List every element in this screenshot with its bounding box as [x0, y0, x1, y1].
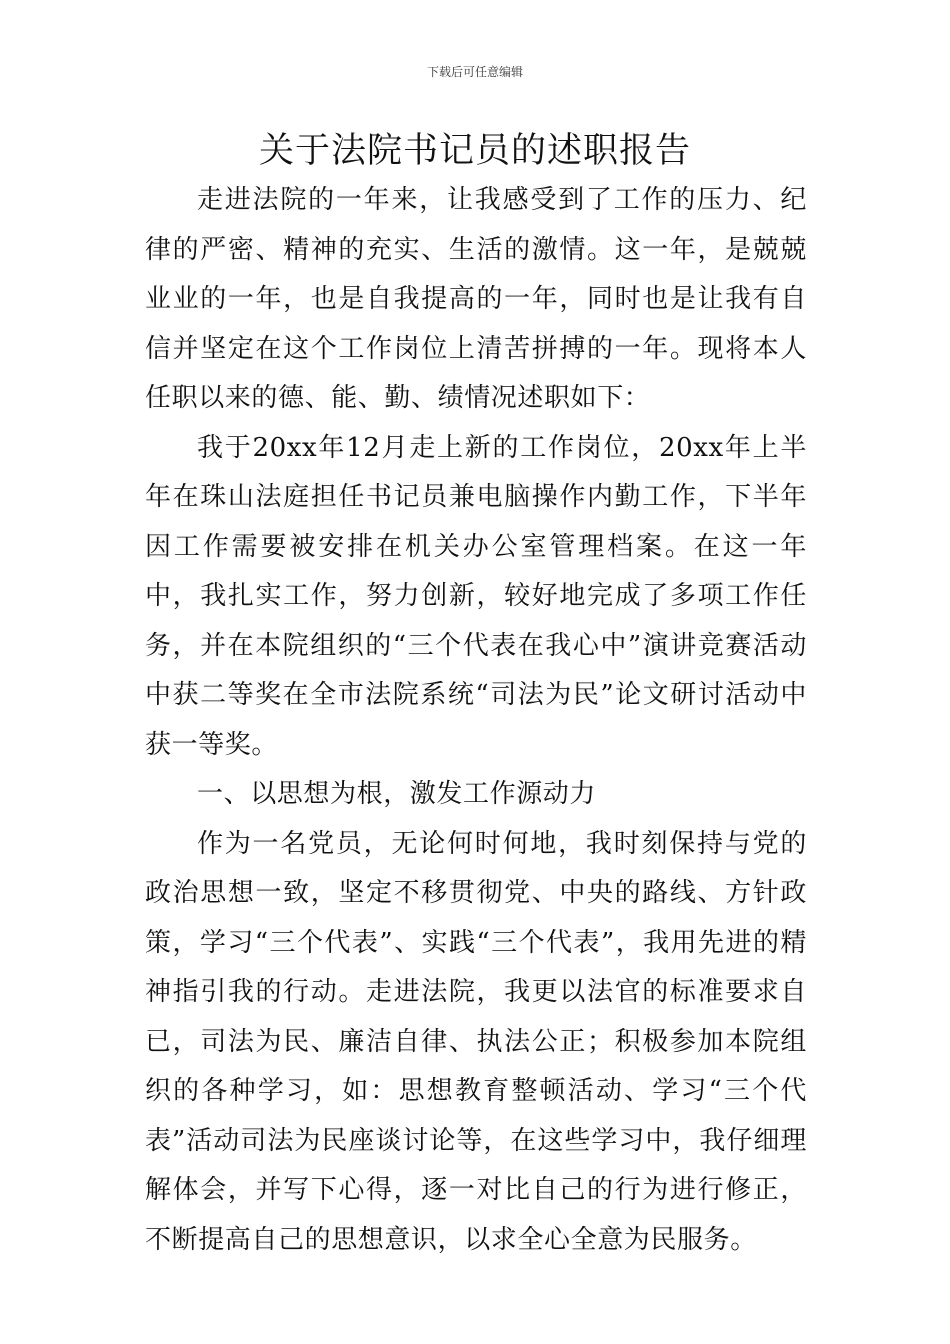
- section-heading-ideology: 一、以思想为根，激发工作源动力: [197, 779, 597, 809]
- document-title: 关于法院书记员的述职报告: [258, 131, 691, 171]
- paragraph-work-history: 我于20xx年12月走上新的工作岗位，20xx年上半年在珠山法庭担任书记员兼电脑操作内勤工作，下半年因工作需要被安排在机关办公室管理档案。在这一年中，我扎实工作，努力创新，较好地完成了多项工作任务，并在本院组织的“三个代表在我心中”演讲竞赛活动中获二等奖在全市法院系统“司法为民”论文研讨活动中获一等奖。: [145, 432, 807, 760]
- paragraph-ideology: 作为一名党员，无论何时何地，我时刻保持与党的政治思想一致，坚定不移贯彻党、中央的路线、方针政策，学习“三个代表”、实践“三个代表”，我用先进的精神指引我的行动。走进法院，我更以法官的标准要求自已，司法为民、廉洁自律、执法公正；积极参加本院组织的各种学习，如：思想教育整顿活动、学习“三个代表”活动司法为民座谈讨论等，在这些学习中，我仔细理解体会，并写下心得，逐一对比自己的行为进行修正，不断提高自己的思想意识，以求全心全意为民服务。: [145, 828, 807, 1255]
- paragraph-intro: 走进法院的一年来，让我感受到了工作的压力、纪律的严密、精神的充实、生活的激情。这一年，是兢兢业业的一年，也是自我提高的一年，同时也是让我有自信并坚定在这个工作岗位上清苦拼搏的一年。现将本人任职以来的德、能、勤、绩情况述职如下：: [145, 185, 807, 413]
- document-body: [145, 176, 807, 1265]
- header-note: 下载后可任意编辑: [426, 65, 523, 79]
